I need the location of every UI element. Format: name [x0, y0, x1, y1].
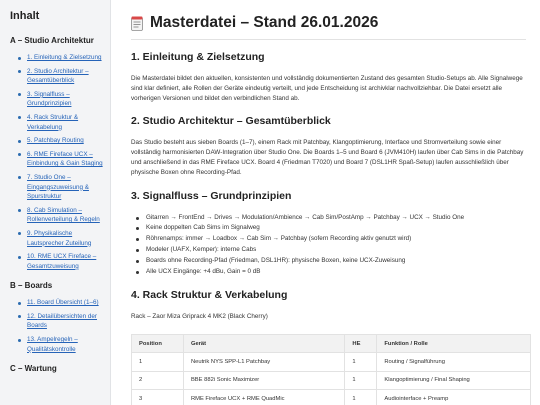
- toc-link[interactable]: 4. Rack Struktur & Verkabelung: [27, 113, 79, 131]
- table-cell: BBE 882i Sonic Maximizer: [183, 371, 344, 390]
- toc-link[interactable]: 8. Cab Simulation – Rollenverteilung & Regeln: [27, 206, 100, 224]
- toc-link[interactable]: 1. Einleitung & Zielsetzung: [27, 54, 102, 61]
- table-cell: 3: [132, 390, 184, 405]
- toc-link[interactable]: 7. Studio One – Eingangszuweisung & Spurstruktur: [27, 173, 89, 201]
- toc-link[interactable]: 12. Detailübersichten der Boards: [27, 312, 98, 330]
- toc-item: [10, 229, 104, 248]
- toc-item: [10, 173, 104, 202]
- toc-link[interactable]: 3. Signalfluss – Grundprinzipien: [27, 90, 72, 108]
- toc-section-heading-a: A – Studio Architektur: [10, 36, 94, 45]
- table-cell: 1: [132, 353, 184, 372]
- table-cell: Routing / Signalführung: [377, 353, 531, 372]
- list-item: Modeler (UAFX, Kemper): interne Cabs: [131, 245, 526, 256]
- section-heading: 4. Rack Struktur & Verkabelung: [131, 289, 288, 302]
- toc-section-heading-b: B – Boards: [10, 281, 53, 291]
- toc-item: [10, 252, 104, 271]
- toc-section-heading-c: C – Wartung: [10, 364, 57, 374]
- list-item: Boards ohne Recording-Pfad (Friedman, DSL1HR): physische Boxen, keine UCX-Zuweisung: [131, 256, 526, 267]
- table-cell: 1: [345, 390, 377, 405]
- toc-link[interactable]: 6. RME Fireface UCX – Einbindung & Gain Staging: [27, 150, 103, 168]
- list-item: Gitarren → FrontEnd → Drives → Modulation/Ambience → Cab Sim/PostAmp → Patchbay → UCX → Studio One: [131, 213, 526, 224]
- toc-link[interactable]: 10. RME UCX Fireface – Gesamtzuweisung: [27, 253, 97, 270]
- table-cell: 1: [345, 371, 377, 390]
- table-cell: Audiointerface + Preamp: [377, 390, 531, 405]
- table-cell: RME Fireface UCX + RME QuadMic: [183, 390, 344, 405]
- column-header: HE: [345, 335, 377, 353]
- table-row: [132, 390, 531, 405]
- toc-item: [10, 136, 104, 146]
- section-heading: 3. Signalfluss – Grundprinzipien: [131, 189, 292, 202]
- toc-item: [10, 335, 104, 354]
- rack-table: [131, 334, 531, 405]
- toc-item: [10, 53, 104, 63]
- list-item: Röhrenamps: immer → Loadbox → Cab Sim → Patchbay (sofern Recording aktiv genutzt wird): [131, 234, 526, 245]
- toc-section-a-list: [10, 53, 104, 271]
- section-heading: 1. Einleitung & Zielsetzung: [131, 51, 265, 63]
- rack-caption: Rack – Zaor Miza Griprack 4 MK2 (Black Cherry): [131, 313, 268, 321]
- table-row: [132, 371, 531, 390]
- table-cell: Klangoptimierung / Final Shaping: [377, 371, 531, 390]
- page-title: [131, 12, 526, 34]
- table-cell: 1: [345, 353, 377, 372]
- toc-link[interactable]: 2. Studio Architektur – Gesamtüberblick: [27, 67, 89, 85]
- toc-title: Inhalt: [10, 10, 40, 22]
- list-item: Keine doppelten Cab Sims im Signalweg: [131, 223, 526, 234]
- main-content: [111, 0, 540, 405]
- section-heading: 2. Studio Architektur – Gesamtüberblick: [131, 115, 331, 128]
- table-cell: 2: [132, 371, 184, 390]
- title-divider: [131, 39, 526, 40]
- table-cell: Neutrik NYS SPP-L1 Patchbay: [183, 353, 344, 372]
- toc-item: [10, 312, 104, 331]
- toc-link[interactable]: 5. Patchbay Routing: [27, 137, 84, 145]
- document-icon: [131, 16, 144, 31]
- signal-flow-list: [131, 213, 526, 278]
- list-item: Alle UCX Eingänge: +4 dBu, Gain = 0 dB: [131, 267, 526, 278]
- toc-section-b-list: [10, 298, 104, 354]
- toc-item: [10, 150, 104, 169]
- column-header: Gerät: [183, 335, 344, 353]
- sidebar-toc: [0, 0, 111, 405]
- toc-link[interactable]: 11. Board Übersicht (1–6): [27, 299, 99, 307]
- toc-item: [10, 113, 104, 132]
- table-header-row: [132, 335, 531, 353]
- table-row: [132, 353, 531, 372]
- column-header: Funktion / Rolle: [377, 335, 531, 353]
- section-paragraph: Die Masterdatei bildet den aktuellen, konsistenten und vollständig dokumentierten Zustand des gesamten Studio-Setups ab. Alle Signalwege sind klar definiert, alle Rollen der Geräte eindeutig verteilt, und jede Entscheidung ist archivklar nachvollziehbar. Die Datei ersetzt alle vorherigen Versionen und bildet den verbindlichen Stand ab.: [131, 75, 523, 102]
- toc-item: [10, 90, 104, 109]
- toc-link[interactable]: 13. Ampelregeln – Qualitätskontrolle: [27, 336, 78, 353]
- toc-link[interactable]: 9. Physikalische Lautsprecher Zuteilung: [27, 229, 92, 247]
- toc-item: [10, 298, 104, 308]
- page-title-text: Masterdatei – Stand 26.01.2026: [150, 14, 379, 31]
- toc-item: [10, 67, 104, 86]
- column-header: Position: [132, 335, 184, 353]
- toc-item: [10, 206, 104, 225]
- section-paragraph: Das Studio besteht aus sieben Boards (1–7), einem Rack mit Patchbay, Klangoptimierung, Interface und Stromverteilung sowie einer vollständig harmonisierten DAW-Integration über Studio One. Die Boards 1–5 und Board 6 (JVM410H) laufen über Cab Sims in die Patchbay und anschließend in das RME Fireface UCX. Board 4 (Friedman T7020) und Board 7 (DSL1HR Spaß-Setup) laufen ausschließlich über physische Boxen ohne Recording-Pfad.: [131, 139, 524, 176]
